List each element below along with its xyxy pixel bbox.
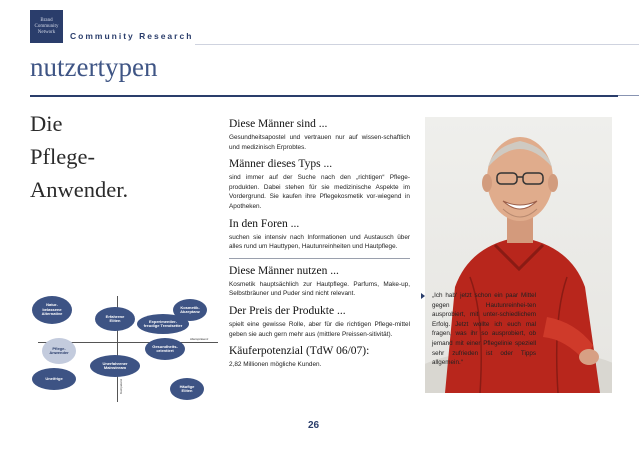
segment-care-users: Pflege- Anwender [42,338,76,364]
section-heading-1: Diese Männer sind ... [229,118,328,130]
segment-frequent-elites: Häufige Eliten [170,378,204,400]
segment-inexperienced-mainstream: Unerfahrener Mainstream [90,355,140,377]
header-rule [195,44,639,45]
page-title-line-3: Anwender. [30,177,129,202]
segment-cosmetic-acceptance: Kosmetik- Akzeptanz [173,299,207,321]
section-body-5: spielt eine gewisse Rolle, aber für die richtigen Pflege-mittel geben sie auch gern mehr aus (mittlere Preissen-sitivität). [229,320,410,338]
page-title-line-2: Pflege- [30,144,95,169]
segment-natural-alternative: Natur- belassene Alternative [32,296,72,324]
section-body-3: suchen sie intensiv nach Informationen und Austausch über alles rund um Hauttypen, Hautunreinheiten und Hautpflege. [229,233,410,251]
segment-uneifrige: Uneifrige [32,368,76,390]
map-axis-label-right: Alterspräsenz [190,337,209,341]
brand-logo [30,10,63,43]
page-number: 26 [308,420,320,431]
profile-text-column [229,118,410,376]
section-heading-2: Männer dieses Typs ... [229,158,333,171]
section-heading-6: Käuferpotenzial (TdW 06/07): [229,345,370,358]
title-divider [30,95,618,97]
page-title [30,107,210,206]
segment-experienced-elites: Erfahrene Eliten [95,307,135,331]
quote-arrow-icon [421,293,425,299]
section-divider [229,258,410,259]
logo-line-2: Community [34,23,59,29]
section-title: nutzertypen [30,52,158,82]
user-type-map [30,290,215,405]
section-heading-4: Diese Männer nutzen ... [229,264,339,277]
logo-line-3: Network [37,29,56,35]
section-body-2: sind immer auf der Suche nach den „richtigen“ Pflege-produkten. Dabei stehen für sie medizinische Aspekte im Vordergrund. Sie kaufen ihre Pflegekosmetik vor-wiegend in Apotheken. [229,174,410,210]
section-heading-5: Der Preis der Produkte ... [229,304,346,317]
map-axis-label-bottom: Kompetenz [119,378,123,394]
section-body-6: 2,82 Millionen mögliche Kunden. [229,361,322,369]
logo-line-1: Brand [40,17,53,23]
segment-trendsetters: Experimentier- freudige Trendsetter [137,314,189,334]
page-title-line-1: Die [30,111,63,136]
segment-health-oriented: Gesundheits- orientiert [145,338,185,360]
section-heading-3: In den Foren ... [229,217,300,230]
section-body-4: Kosmetik hauptsächlich zur Hautpflege. Parfums, Make-up, Selbstbräuner und Puder sind nicht relevant. [229,280,410,298]
brand-name: Community Research [70,31,194,41]
section-body-1: Gesundheitsapostel und vertrauen nur auf wissen-schaftlich und medizinisch Erprobtes. [229,134,410,151]
user-quote: „Ich hab‘ jetzt schon ein paar Mittel gegen Hautunreinhei-ten ausprobiert, mit unter-schiedlichem Erfolg. Jetzt wollte ich euch mal fragen, was ihr so ausprobiert, ob jemand mit einer Pflegelinie speziell sehr zufrieden ist oder Tipps allgemein.“ [432,292,536,367]
title-divider-tail [618,95,639,96]
